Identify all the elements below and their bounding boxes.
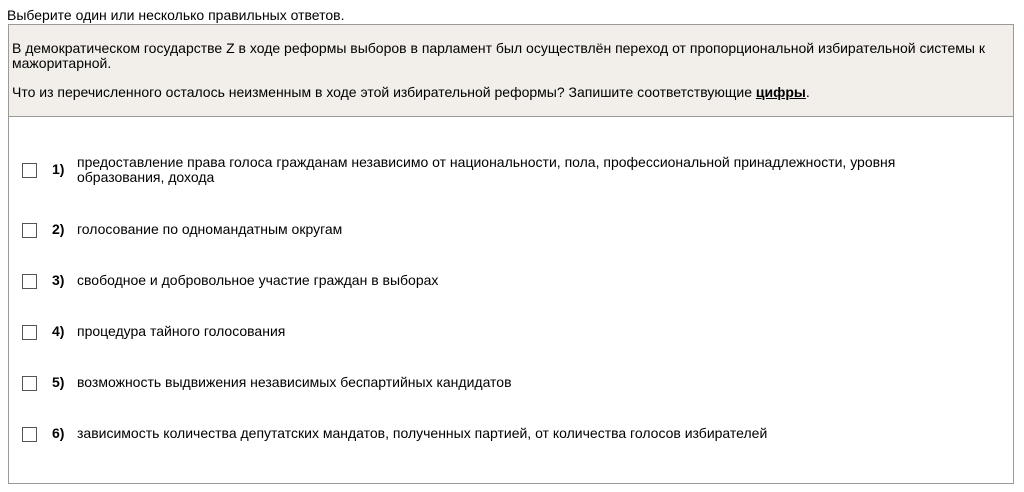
option-5-checkbox[interactable] — [22, 376, 37, 391]
option-4-text: процедура тайного голосования — [77, 323, 286, 339]
option-2-text: голосование по одномандатным округам — [77, 221, 343, 237]
option-5-number: 5) — [52, 374, 65, 390]
question-paragraph-2-text: Что из перечисленного осталось неизменным в ходе этой избирательной реформы? Запишите соответствующие — [12, 84, 756, 100]
question-emphasis: цифры — [755, 84, 806, 100]
option-6-number: 6) — [52, 425, 65, 441]
option-2-checkbox[interactable] — [22, 223, 37, 238]
option-3-text: свободное и добровольное участие граждан в выборах — [77, 272, 439, 288]
question-paragraph-2 — [12, 85, 1003, 100]
task-box — [8, 24, 1014, 484]
option-3-checkbox[interactable] — [22, 274, 37, 289]
question-paragraph-2-end: . — [805, 84, 810, 100]
option-6-checkbox[interactable] — [22, 427, 37, 442]
question-paragraph-1: В демократическом государстве Z в ходе реформы выборов в парламент был осуществлён переход от пропорциональной избирательной системы к мажоритарной. — [12, 40, 986, 71]
option-1-checkbox[interactable] — [22, 163, 37, 178]
option-4-number: 4) — [52, 323, 65, 339]
option-6-text: зависимость количества депутатских мандатов, полученных партией, от количества голосов избирателей — [77, 425, 768, 441]
option-5-text: возможность выдвижения независимых беспартийных кандидатов — [77, 374, 512, 390]
option-4-checkbox[interactable] — [22, 325, 37, 340]
option-1-text: предоставление права голоса гражданам независимо от национальности, пола, профессиональной принадлежности, уровня образования, дохода — [77, 154, 896, 185]
instruction-text: Выберите один или несколько правильных ответов. — [7, 7, 345, 23]
option-3-number: 3) — [52, 272, 65, 288]
question-panel — [9, 25, 1013, 117]
option-1-number: 1) — [52, 161, 65, 177]
option-2-number: 2) — [52, 221, 65, 237]
